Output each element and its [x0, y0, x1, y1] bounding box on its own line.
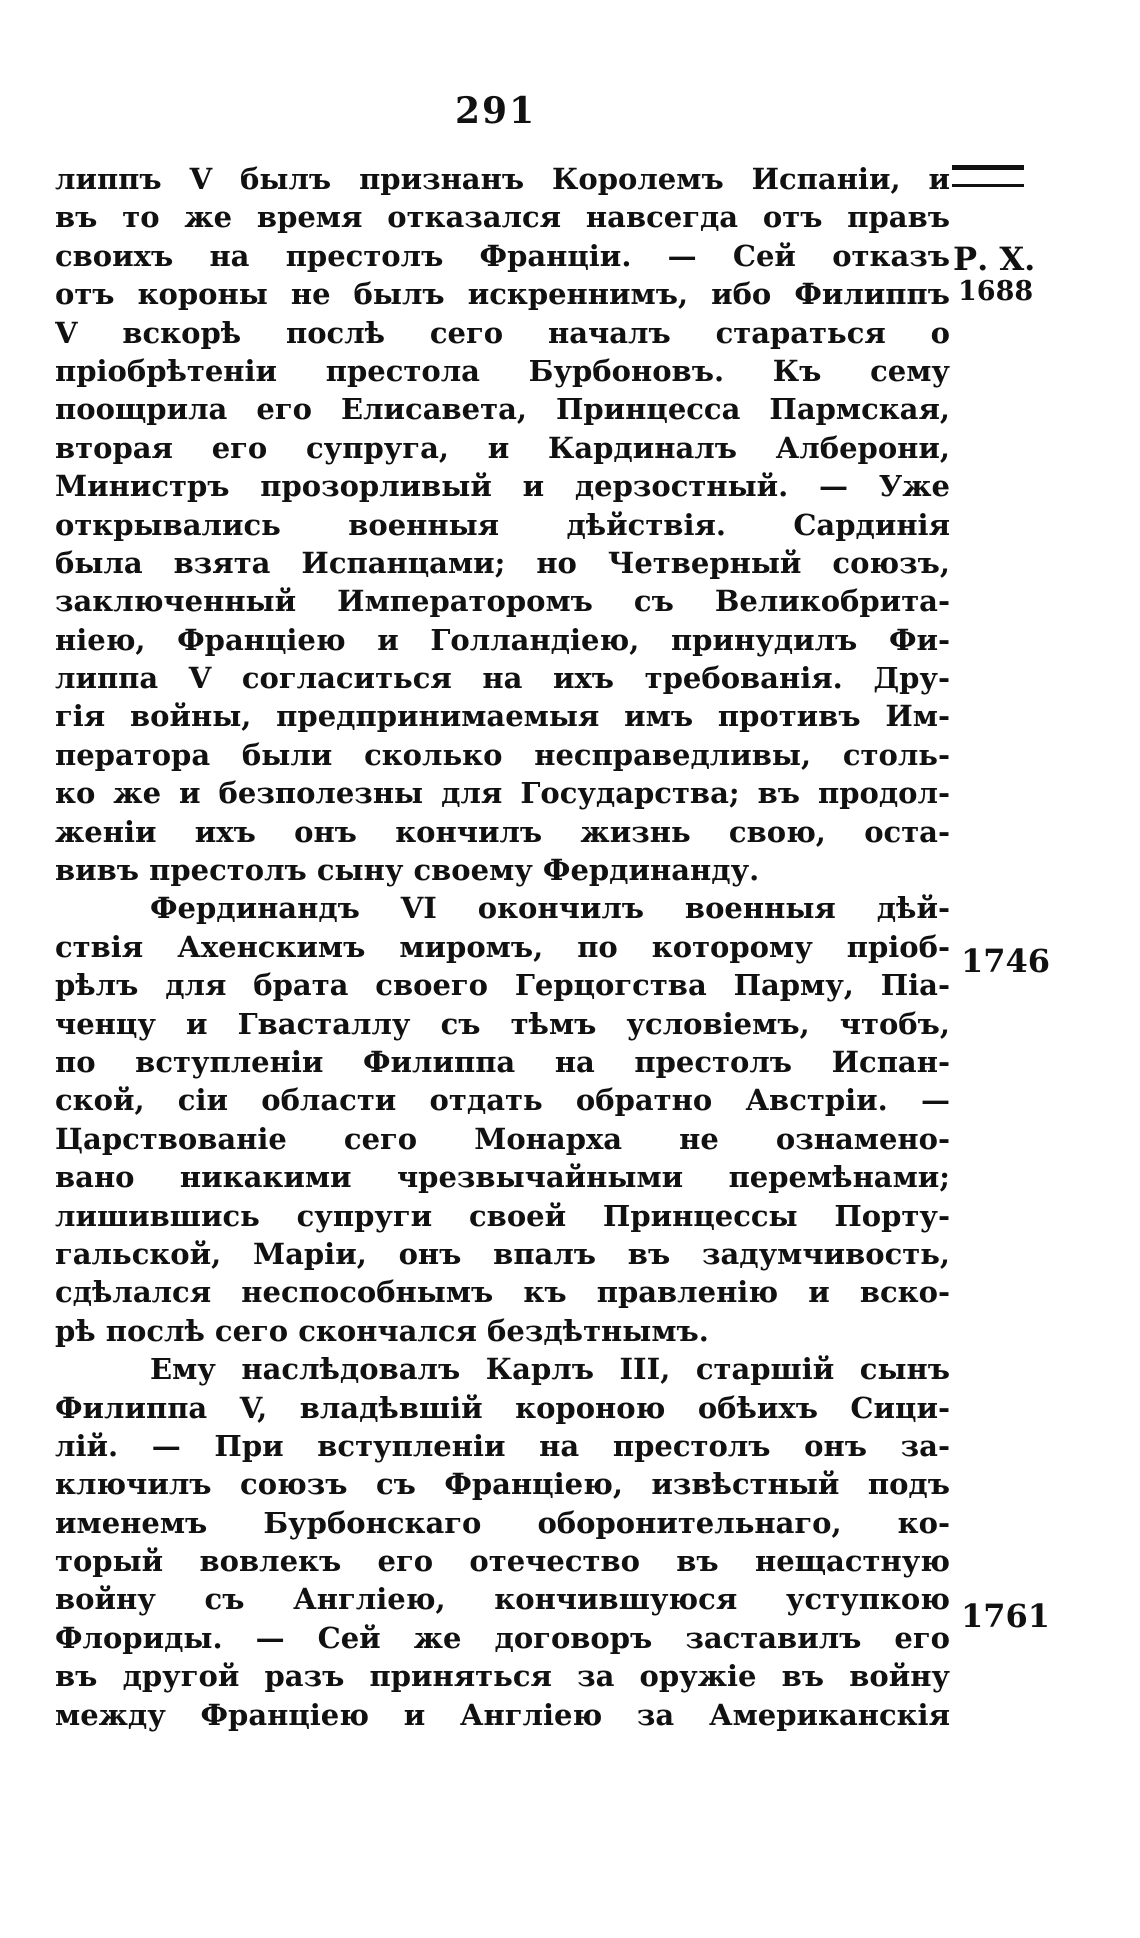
- text-line: заключенный Императоромъ съ Великобрита-: [55, 584, 950, 619]
- text-line: ствія Ахенскимъ миромъ, по которому пріоб-: [55, 929, 950, 964]
- text-line: Ему наслѣдовалъ Карлъ III, старшій сынъ: [150, 1352, 950, 1387]
- margin-note-year-1688: 1688: [958, 276, 1034, 307]
- margin-rule: [952, 165, 1024, 187]
- body-text: [55, 160, 950, 1734]
- text-line: по вступленіи Филиппа на престолъ Испан-: [55, 1044, 950, 1079]
- text-line: пріобрѣтеніи престола Бурбоновъ. Къ сему: [55, 353, 950, 388]
- text-line: рѣ послѣ сего скончался бездѣтнымъ.: [55, 1313, 709, 1348]
- text-line: ключилъ союзъ съ Франціею, извѣстный подъ: [55, 1467, 950, 1502]
- text-line: ченцу и Гвасталлу съ тѣмъ условіемъ, чтобъ,: [55, 1006, 950, 1041]
- text-line: рѣлъ для брата своего Герцогства Парму, Піа-: [55, 968, 950, 1003]
- text-line: липпъ V былъ признанъ Королемъ Испаніи, и: [55, 162, 950, 196]
- text-line: ской, сіи области отдать обратно Австріи. —: [55, 1083, 950, 1118]
- margin-note-year-1761: 1761: [961, 1597, 1051, 1635]
- text-line: своихъ на престолъ Франціи. — Сей отказъ: [55, 238, 950, 273]
- text-line: женіи ихъ онъ кончилъ жизнь свою, оста-: [55, 814, 950, 849]
- text-line: вивъ престолъ сыну своему Фердинанду.: [55, 853, 760, 888]
- text-line: ко же и безполезны для Государства; въ продол-: [55, 776, 950, 811]
- text-line: сдѣлался неспособнымъ къ правленію и вско-: [55, 1275, 950, 1310]
- text-line: именемъ Бурбонскаго оборонительнаго, ко-: [55, 1505, 950, 1540]
- text-line: была взята Испанцами; но Четверный союзъ,: [55, 545, 950, 580]
- text-line: вторая его супруга, и Кардиналъ Алберони,: [55, 430, 950, 465]
- text-line: вано никакими чрезвычайными перемѣнами;: [55, 1160, 950, 1195]
- margin-note-era: Р. Х.: [953, 240, 1036, 278]
- text-line: V вскорѣ послѣ сего началъ стараться о: [55, 315, 950, 350]
- text-line: войну съ Англіею, кончившуюся уступкою: [55, 1582, 950, 1617]
- text-line: Флориды. — Сей же договоръ заставилъ его: [55, 1620, 950, 1655]
- text-line: открывались военныя дѣйствія. Сардинія: [55, 507, 950, 542]
- text-line: Министръ прозорливый и дерзостный. — Уже: [55, 469, 950, 504]
- margin-note-year-1746: 1746: [961, 942, 1051, 980]
- text-line: торый вовлекъ его отечество въ нещастную: [55, 1544, 950, 1579]
- text-line: поощрила его Елисавета, Принцесса Пармская,: [55, 392, 950, 427]
- text-line: гальской, Маріи, онъ впалъ въ задумчивость,: [55, 1236, 950, 1271]
- text-line: лій. — При вступленіи на престолъ онъ за-: [55, 1428, 950, 1463]
- text-line: Царствованіе сего Монарха не ознамено-: [55, 1121, 950, 1156]
- text-line: Филиппа V, владѣвшій короною обѣихъ Сици-: [55, 1390, 950, 1425]
- text-line: въ другой разъ приняться за оружіе въ войну: [55, 1659, 950, 1694]
- text-line: ператора были сколько несправедливы, столь-: [55, 737, 950, 772]
- text-line: липпа V согласиться на ихъ требованія. Дру-: [55, 661, 950, 696]
- text-line: гія войны, предпринимаемыя имъ противъ Им-: [55, 699, 950, 734]
- text-line: отъ короны не былъ искреннимъ, ибо Филиппъ: [55, 277, 950, 312]
- text-line: Фердинандъ VI окончилъ военныя дѣй-: [150, 891, 950, 926]
- text-line: лишившись супруги своей Принцессы Порту-: [55, 1198, 950, 1233]
- page-number: 291: [455, 90, 537, 132]
- text-line: ніею, Франціею и Голландіею, принудилъ Фи-: [55, 622, 950, 657]
- text-line: между Франціею и Англіею за Американскія: [55, 1697, 950, 1732]
- text-line: въ то же время отказался навсегда отъ правъ: [55, 200, 950, 235]
